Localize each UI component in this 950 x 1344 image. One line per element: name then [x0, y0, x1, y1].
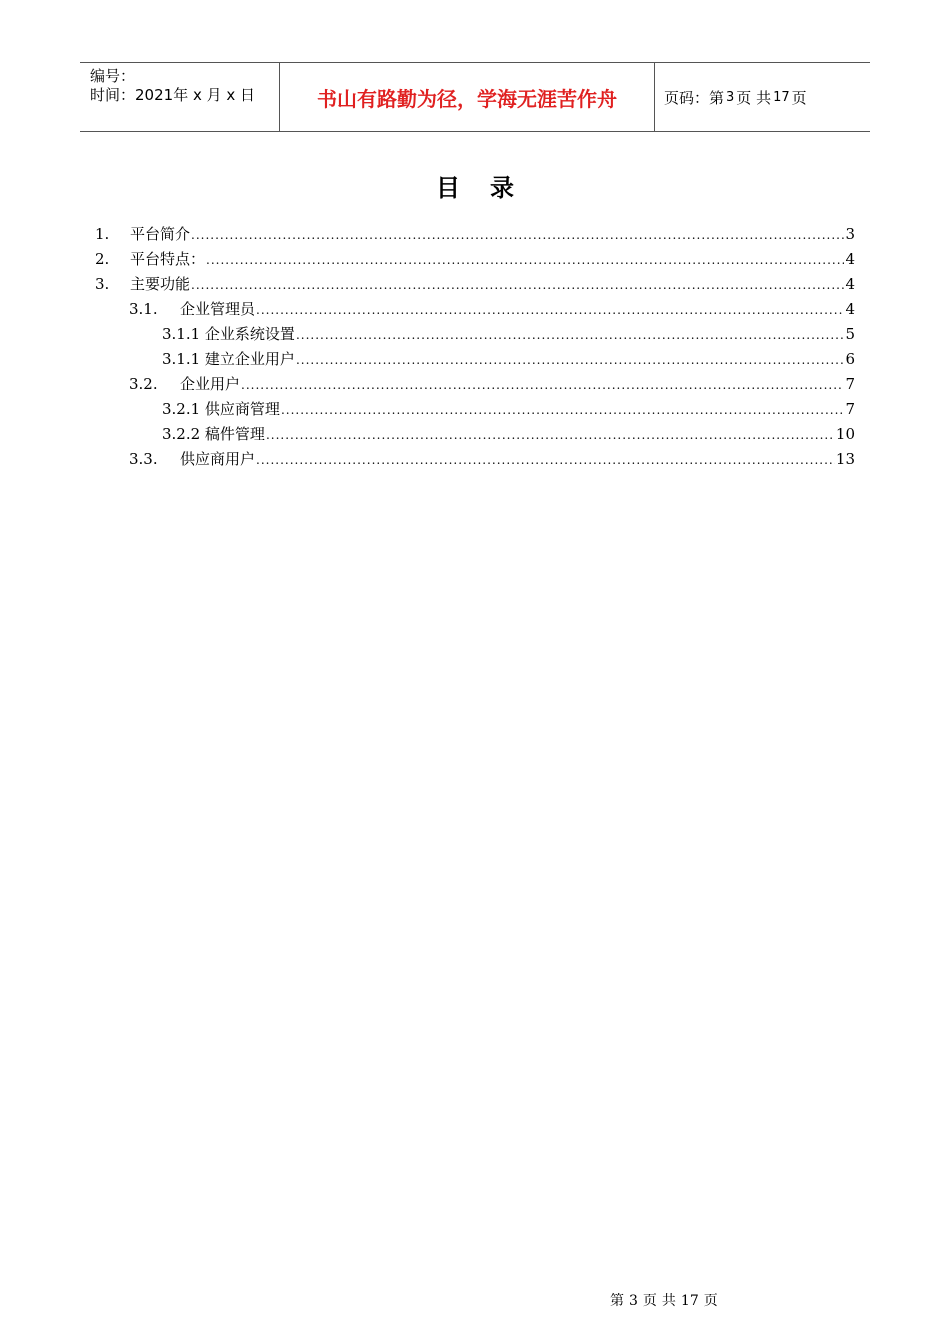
page-header — [80, 62, 870, 132]
toc-number: 3.2. — [129, 375, 158, 393]
toc-label: 企业管理员 — [180, 300, 256, 318]
doc-date: 时间：2021年 x 月 x 日 — [90, 86, 256, 104]
toc-page: 4 — [845, 275, 855, 293]
toc-label: 主要功能 — [130, 275, 191, 293]
toc-entry[interactable] — [95, 272, 855, 297]
toc-page: 6 — [845, 350, 855, 368]
toc-number: 3.1. — [129, 300, 158, 318]
toc-entry[interactable] — [95, 247, 855, 272]
toc-entry[interactable] — [95, 422, 855, 447]
toc-page: 7 — [845, 400, 855, 418]
header-motto: 书山有路勤为径，学海无涯苦作舟 — [280, 63, 655, 131]
footer-total-pages: 17 — [680, 1293, 699, 1309]
toc-label: 3.2.2 稿件管理 — [162, 425, 265, 443]
toc-leader — [191, 273, 844, 298]
toc-leader — [266, 423, 835, 448]
toc-leader — [256, 298, 844, 323]
toc-entry[interactable] — [95, 347, 855, 372]
toc-number: 1. — [95, 225, 110, 243]
toc-label: 3.1.1 企业系统设置 — [162, 325, 295, 343]
toc-leader — [206, 248, 844, 273]
header-meta — [80, 63, 280, 131]
toc-label: 平台简介 — [130, 225, 191, 243]
toc-page: 3 — [845, 225, 855, 243]
doc-number: 编号： — [90, 67, 136, 85]
page-footer: 第 3 页 共 17 页 — [610, 1293, 718, 1309]
toc-page: 5 — [845, 325, 855, 343]
toc-entry[interactable] — [95, 447, 855, 472]
toc-page: 4 — [845, 250, 855, 268]
toc-number: 3.3. — [129, 450, 158, 468]
toc-leader — [296, 348, 845, 373]
toc-entry[interactable] — [95, 222, 855, 247]
toc-leader — [256, 448, 835, 473]
toc-entry[interactable] — [95, 397, 855, 422]
toc-page: 10 — [835, 425, 855, 443]
toc-label: 平台特点： — [130, 250, 206, 268]
toc-entry[interactable] — [95, 322, 855, 347]
toc-entry[interactable] — [95, 297, 855, 322]
toc-title: 目录 — [436, 174, 544, 202]
toc-number: 3. — [95, 275, 110, 293]
toc-label: 3.1.1 建立企业用户 — [162, 350, 295, 368]
toc-leader — [191, 223, 844, 248]
toc-number: 2. — [95, 250, 110, 268]
header-page-info: 页码：第 3 页 共 17 页 — [664, 88, 807, 107]
toc-page: 4 — [845, 300, 855, 318]
toc-label: 企业用户 — [180, 375, 241, 393]
toc-leader — [241, 373, 844, 398]
toc-leader — [296, 323, 845, 348]
toc-leader — [281, 398, 845, 423]
toc-label: 3.2.1 供应商管理 — [162, 400, 280, 418]
footer-current-page: 3 — [629, 1293, 638, 1309]
table-of-contents — [95, 222, 855, 472]
toc-label: 供应商用户 — [180, 450, 256, 468]
toc-entry[interactable] — [95, 372, 855, 397]
toc-page: 7 — [845, 375, 855, 393]
toc-page: 13 — [835, 450, 855, 468]
